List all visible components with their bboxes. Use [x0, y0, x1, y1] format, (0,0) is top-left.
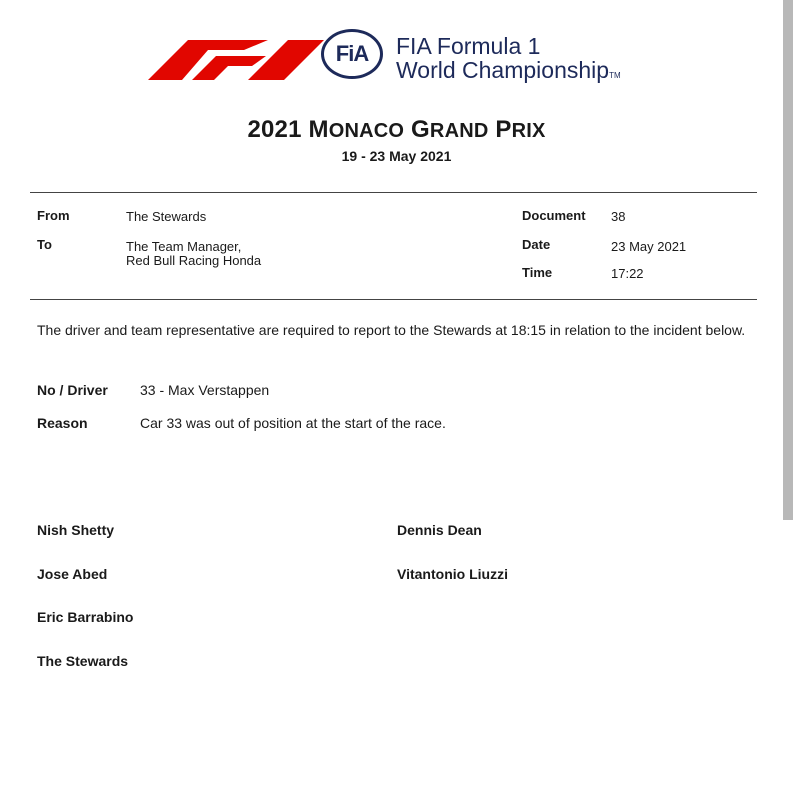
intro-text: The driver and team representative are required to report to the Stewards at 18:15 in relation to the incident below. — [37, 322, 746, 338]
signatory-left-3: Eric Barrabino — [37, 609, 134, 625]
reason-label: Reason — [37, 415, 88, 431]
from-value: The Stewards — [126, 209, 207, 224]
reason-value: Car 33 was out of position at the start of the race. — [140, 415, 446, 431]
time-value: 17:22 — [611, 266, 644, 281]
signatory-right-2: Vitantonio Liuzzi — [397, 566, 508, 582]
page-title: 2021 MONACO GRAND PRIX — [247, 116, 546, 143]
stewards-footer: The Stewards — [37, 653, 129, 669]
driver-label: No / Driver — [37, 382, 108, 398]
fia-wordmark — [396, 34, 621, 88]
divider-bottom — [30, 299, 757, 300]
time-label: Time — [522, 265, 553, 280]
trademark-mark: TM — [609, 71, 621, 80]
event-dates: 19 - 23 May 2021 — [341, 148, 452, 164]
driver-value: 33 - Max Verstappen — [140, 382, 270, 398]
signatory-left-1: Nish Shetty — [37, 522, 115, 538]
to-value-line2: Red Bull Racing Honda — [126, 253, 262, 268]
wordmark-line2: World ChampionshipTM — [396, 57, 621, 83]
from-label: From — [37, 208, 70, 223]
wordmark-line1: FIA Formula 1 — [396, 33, 541, 59]
document-label: Document — [522, 208, 586, 223]
signatory-left-2: Jose Abed — [37, 566, 108, 582]
signatory-right-1: Dennis Dean — [397, 522, 482, 538]
divider-top — [30, 192, 757, 193]
fia-badge-icon: FiA — [320, 28, 384, 80]
to-value-line1: The Team Manager, — [126, 239, 242, 254]
header-logo — [148, 28, 668, 86]
to-label: To — [37, 237, 52, 252]
date-label: Date — [522, 237, 551, 252]
date-value: 23 May 2021 — [611, 239, 687, 254]
scrollbar[interactable] — [783, 0, 793, 520]
f1-logo-icon — [148, 34, 326, 80]
document-value: 38 — [611, 209, 626, 224]
